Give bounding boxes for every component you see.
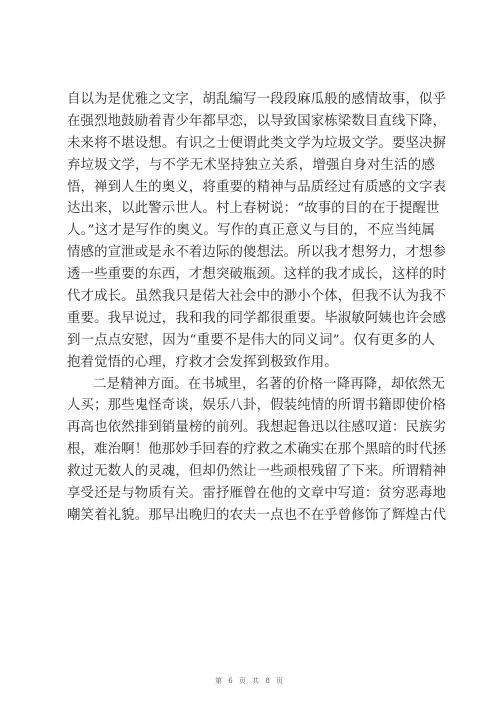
text-line: 享受还是与物质有关。雷抒雁曾在他的文章中写道：贫穷恶毒地 <box>67 486 447 502</box>
text-line: 再高也依然排到销量榜的前列。我想起鲁迅以往感叹道：民族劣 <box>67 420 447 436</box>
text-line: 自以为是优雅之文字，胡乱编写一段段麻瓜般的感情故事，似乎 <box>67 92 447 107</box>
text-line: 到一点点安慰，因为“重要不是伟大的同义词”。仅有更多的人 <box>67 332 435 348</box>
text-line: 抱着觉悟的心理，疗救才会发挥到极致作用。 <box>67 354 338 370</box>
text-line: 弃垃圾文学，与不学无术坚持独立关系，增强自身对生活的感 <box>67 157 435 173</box>
text-line: 代才成长。虽然我只是偌大社会中的渺小个体，但我不认为我不 <box>67 289 447 305</box>
text-line: 人买；那些鬼怪奇谈，娱乐八卦，假装纯情的所谓书籍即使价格 <box>67 398 447 414</box>
text-line: 重要。我早说过，我和我的同学都很重要。毕淑敏阿姨也许会感 <box>67 310 447 326</box>
text-line: 救过无数人的灵魂，但却仍然让一些顽根残留了下来。所谓精神 <box>67 464 447 480</box>
text-line: 在强烈地鼓励着青少年都早恋，以导致国家栋梁数目直线下降， <box>67 113 447 129</box>
text-line: 情感的宣泄或是永不着边际的傻想法。所以我才想努力，才想参 <box>67 245 447 261</box>
text-line: 嘲笑着礼貌。那早出晚归的农夫一点也不在乎曾修饰了辉煌古代 <box>67 507 447 523</box>
page-footer: 第 6 页 共 8 页 <box>214 677 286 685</box>
text-line: 未来将不堪设想。有识之士便谓此类文学为垃圾文学。要坚决摒 <box>67 135 447 151</box>
text-line: 根，难治啊！他那妙手回春的疗救之术确实在那个黑暗的时代拯 <box>67 442 447 458</box>
text-line: 达出来，以此警示世人。村上春树说：“故事的目的在于提醒世 <box>67 201 440 217</box>
text-line: 透一些重要的东西，才想突破瓶颈。这样的我才成长，这样的时 <box>67 267 447 283</box>
document-body <box>67 89 447 527</box>
text-line: 人。”这才是写作的奥义。写作的真正意义与目的，不应当纯属 <box>67 223 435 239</box>
text-line: 二是精神方面。在书城里，名著的价格一降再降，却依然无 <box>93 376 446 392</box>
text-line: 悟，禅到人生的奥义，将重要的精神与品质经过有质感的文字表 <box>67 179 447 195</box>
